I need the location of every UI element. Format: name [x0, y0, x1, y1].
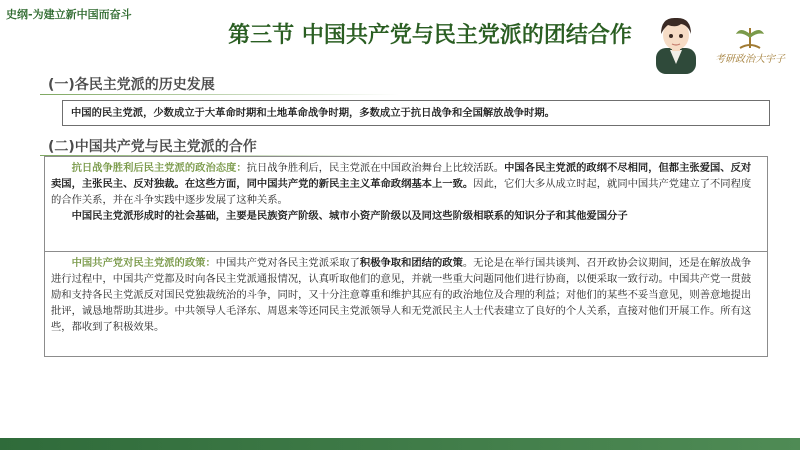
page-title: 第三节 中国共产党与民主党派的团结合作	[228, 23, 632, 48]
logo-tree-icon	[710, 22, 790, 52]
section-underline	[40, 94, 400, 95]
policy-lead: 中国共产党对各民主党派采取了	[215, 257, 360, 269]
policy-text: 。无论是在举行国共谈判、召开政协会议期间，还是在解放战争进行过程中，中国共产党都及时向各民主党派通报情况，认真听取他们的意见，并就一些重大问题同他们进行协商，以便采取一致行动。中国共产党一贯鼓励和支持各民主党派反对国民党独裁统治的斗争，同时，又十分注意尊重和维护其应有的政治地位及合理的利益；对他们的某些不妥当意见，则善意地提出批评，诚恳地帮助其进步。中共领导人毛泽东、周恩来等还同民主党派领导人和无党派民主人士代表建立了良好的个人关系，直接对他们开展工作。所有这些，都收到了积极效果。	[51, 257, 752, 333]
policy-label: 中国共产党对民主党派的政策：	[71, 257, 216, 269]
paragraph-social-basis: 中国民主党派形成时的社会基础，主要是民族资产阶级、城市小资产阶级以及同这些阶级相联系的知识分子和其他爱国分子	[71, 210, 628, 222]
para-tail: 因此，它们大多从成立时起，就同中国共产党建立了不同程度的合作关系，并在斗争实践中逐步发展了这种关系。	[51, 178, 752, 206]
paragraph-policy	[51, 255, 761, 335]
section1-box	[62, 100, 770, 126]
top-label: 史纲-为建立新中国而奋斗	[6, 8, 132, 21]
paragraph-political-attitude	[51, 160, 761, 208]
logo	[710, 22, 790, 72]
policy-box	[44, 251, 768, 357]
logo-text: 考研政治大宇子	[715, 54, 785, 65]
para-bold: 中国各民主党派的政纲不尽相同，但都主张爱国、反对卖国，主张民主、反对独裁。在这些方面，同中国共产党的新民主主义革命政纲基本上一致。	[51, 162, 752, 190]
section-title-2: (二)中国共产党与民主党派的合作	[48, 139, 257, 155]
section1-text: 中国的民主党派，少数成立于大革命时期和土地革命战争时期，多数成立于抗日战争和全国解放战争时期。	[71, 107, 555, 119]
para-text: 抗日战争胜利后，民主党派在中国政治舞台上比较活跃。	[246, 162, 505, 174]
avatar-icon	[648, 14, 704, 74]
bottom-bar	[0, 438, 800, 450]
section-title-1: (一)各民主党派的历史发展	[48, 77, 215, 93]
section2-box	[44, 156, 768, 252]
para-label: 抗日战争胜利后民主党派的政治态度：	[71, 162, 247, 174]
policy-bold: 积极争取和团结的政策	[359, 257, 463, 269]
